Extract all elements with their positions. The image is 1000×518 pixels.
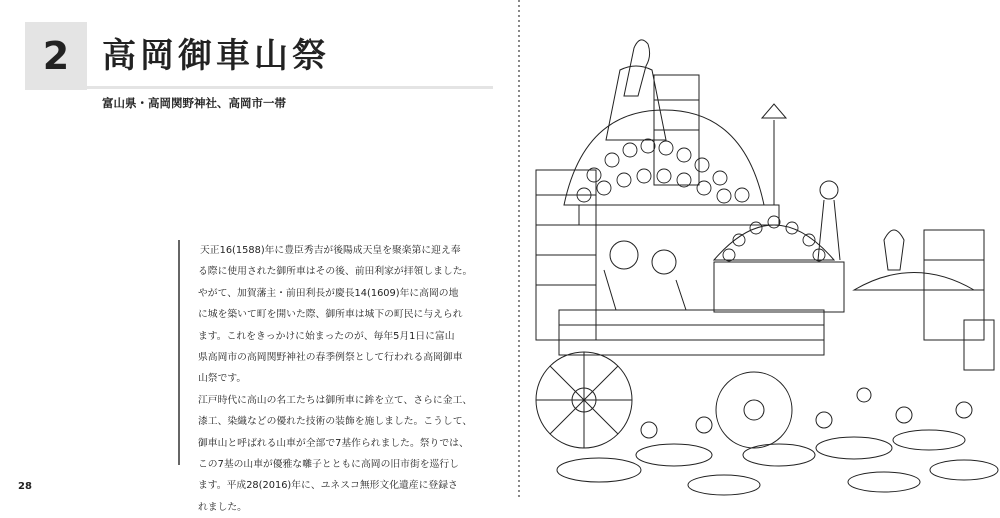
buildings-drawing [536,75,994,370]
chapter-number-box [25,22,87,90]
second-float-drawing [714,104,974,312]
crowd-umbrellas-drawing [557,388,998,495]
paragraph-1 [198,240,473,390]
chapter-number: 2 [42,34,70,78]
body-line: に城を築いて町を開いた際、御所車は城下の町民に与えられ [198,309,463,321]
body-line: 御車山と呼ばれる山車が全部で7基作られました。祭りでは、 [198,437,469,449]
page-number: 28 [18,481,32,492]
body-line: れました。 [198,501,247,513]
body-line: 漆工、染織などの優れた技術の装飾を施しました。こうして、 [198,416,473,428]
body-text [178,240,473,513]
festival-line-illustration [524,0,1000,500]
body-line: やがて、加賀藩主・前田利長が慶長14(1609)年に高岡の地 [198,287,459,299]
body-line: 県高岡市の高岡関野神社の春季例祭として行われる高岡御車 [198,352,463,364]
body-line: 天正16(1588)年に豊臣秀吉が後陽成天皇を聚楽第に迎え奉 [200,245,461,256]
body-line: ます。平成28(2016)年に、ユネスコ無形文化遺産に登録さ [198,480,458,492]
page-gutter [518,0,520,500]
chapter-subtitle: 富山県・高岡関野神社、高岡市一帯 [102,96,286,110]
chapter-title: 高岡御車山祭 [102,36,330,76]
title-rule [87,86,493,89]
body-line: この7基の山車が優雅な囃子とともに高岡の旧市街を巡行し [198,459,459,471]
cart-wheel-drawing [536,352,792,448]
body-line: ます。これをきっかけに始まったのが、毎年5月1日に富山 [198,330,455,342]
body-line: 江戸時代に高山の名工たちは御所車に鉾を立て、さらに金工、 [198,394,473,406]
body-line: 山祭です。 [198,373,247,385]
body-line: る際に使用された御所車はその後、前田利家が拝領しました。 [198,266,473,278]
main-float-drawing [559,40,824,355]
paragraph-2 [198,390,473,518]
